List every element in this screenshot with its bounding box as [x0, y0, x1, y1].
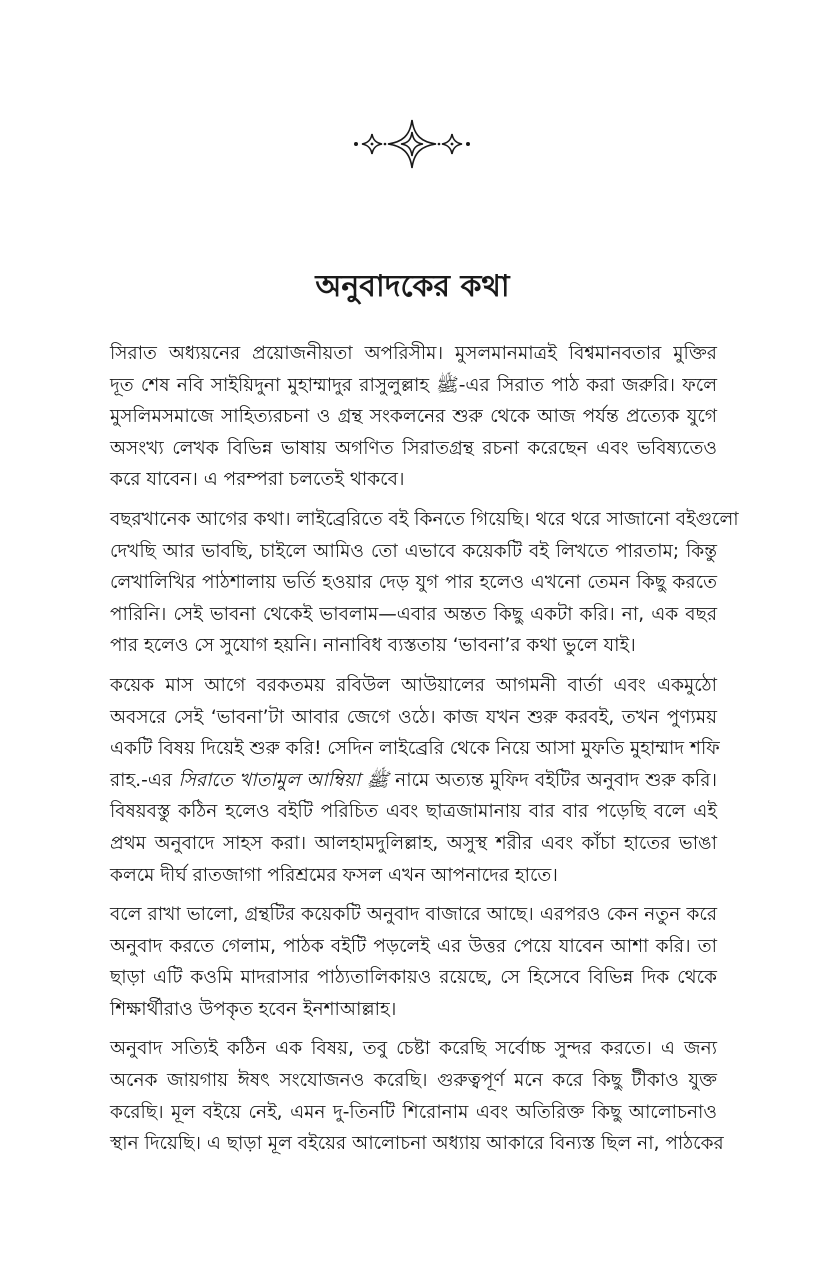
text-line: সিরাত অধ্যয়নের প্রয়োজনীয়তা অপরিসীম। মুসলমানমাত্রই বিশ্বমানবতার মুক্তির — [110, 343, 717, 364]
text-line: দূত শেষ নবি সাইয়িদুনা মুহাম্মাদুর রাসুলুল্লাহ ﷺ-এর সিরাত পাঠ করা জরুরি। ফলে — [110, 374, 717, 396]
text-line: একটি বিষয় দিয়েই শুরু করি! সেদিন লাইব্রেরি থেকে নিয়ে আসা মুফতি মুহাম্মাদ শফি — [110, 738, 720, 760]
text-line: কয়েক মাস আগে বরকতময় রবিউল আউয়ালের আগমনী বার্তা এবং একমুঠো — [110, 674, 717, 696]
paragraph-1 — [110, 338, 717, 496]
body-text — [110, 338, 739, 1168]
text-line: পারিনি। সেই ভাবনা থেকেই ভাবলাম—এবার অন্তত কিছু একটা করি। না, এক বছর — [110, 603, 717, 625]
paragraph-3 — [110, 670, 720, 891]
text-line: বিষয়বস্তু কঠিন হলেও বইটি পরিচিত এবং ছাত্রজামানায় বার বার পড়েছি বলে এই — [110, 801, 717, 823]
text-line: লেখালিখির পাঠশালায় ভর্তি হওয়ার দেড় যুগ পার হলেও এখনো তেমন কিছু করতে — [110, 572, 717, 594]
text-line: অবসরে সেই ‘ভাবনা’টা আবার জেগে ওঠে। কাজ যখন শুরু করবই, তখন পুণ্যময় — [110, 706, 717, 728]
text-line: প্রথম অনুবাদে সাহস করা। আলহামদুলিল্লাহ, অসুস্থ শরীর এবং কাঁচা হাতের ভাঙা — [110, 832, 717, 854]
text-line: করেছি। মূল বইয়ে নেই, এমন দু-তিনটি শিরোনাম এবং অতিরিক্ত কিছু আলোচনাও — [110, 1101, 717, 1123]
text-line: বলে রাখা ভালো, গ্রন্থটির কয়েকটি অনুবাদ বাজারে আছে। এরপরও কেন নতুন করে — [110, 904, 717, 926]
text-line: অনুবাদ করতে গেলাম, পাঠক বইটি পড়লেই এর উত্তর পেয়ে যাবেন আশা করি। তা — [110, 935, 717, 957]
text-line: ছাড়া এটি কওমি মাদরাসার পাঠ্যতালিকায়ও রয়েছে, সে হিসেবে বিভিন্ন দিক থেকে — [110, 967, 717, 989]
page-title: অনুবাদকের কথা — [315, 269, 510, 304]
text-line: পার হলেও সে সুযোগ হয়নি। নানাবিধ ব্যস্ততায় ‘ভাবনা’র কথা ভুলে যাই। — [110, 635, 636, 657]
text-line: করে যাবেন। এ পরম্পরা চলতেই থাকবে। — [110, 469, 405, 491]
text-line: কলমে দীর্ঘ রাতজাগা পরিশ্রমের ফসল এখন আপনাদের হাতে। — [110, 864, 558, 886]
paragraph-2 — [110, 504, 739, 662]
text-line: অনুবাদ সত্যিই কঠিন এক বিষয়, তবু চেষ্টা করেছি সর্বোচ্চ সুন্দর করতে। এ জন্য — [110, 1038, 717, 1060]
text-line: শিক্ষার্থীরাও উপকৃত হবেন ইনশাআল্লাহ। — [110, 998, 397, 1020]
paragraph-4 — [110, 899, 717, 1025]
text-line-with-book-title — [110, 765, 717, 797]
text-line: অসংখ্য লেখক বিভিন্ন ভাষায় অগণিত সিরাতগ্রন্থ রচনা করেছেন এবং ভবিষ্যতেও — [110, 437, 717, 459]
text-line: বছরখানেক আগের কথা। লাইব্রেরিতে বই কিনতে গিয়েছি। থরে থরে সাজানো বইগুলো — [110, 508, 739, 530]
text-line: স্থান দিয়েছি। এ ছাড়া মূল বইয়ের আলোচনা অধ্যায় আকারে বিন্যস্ত ছিল না, পাঠকের — [110, 1133, 724, 1155]
paragraph-5 — [110, 1033, 724, 1159]
text-line: মুসলিমসমাজে সাহিত্যরচনা ও গ্রন্থ সংকলনের শুরু থেকে আজ পর্যন্ত প্রত্যেক যুগে — [110, 406, 717, 428]
diamond-star-ornament-icon — [352, 118, 472, 170]
text-line: অনেক জায়গায় ঈষৎ সংযোজনও করেছি। গুরুত্বপূর্ণ মনে করে কিছু টীকাও যুক্ত — [110, 1070, 717, 1092]
book-title: সিরাতে খাতামুল আম্বিয়া ﷺ — [178, 769, 389, 791]
text-fragment: নামে অত্যন্ত মুফিদ বইটির অনুবাদ শুরু করি। — [388, 769, 717, 791]
text-line: দেখছি আর ভাবছি, চাইলে আমিও তো এভাবে কয়েকটি বই লিখতে পারতাম; কিন্তু — [110, 540, 717, 562]
text-fragment: রাহ.-এর — [110, 769, 179, 791]
